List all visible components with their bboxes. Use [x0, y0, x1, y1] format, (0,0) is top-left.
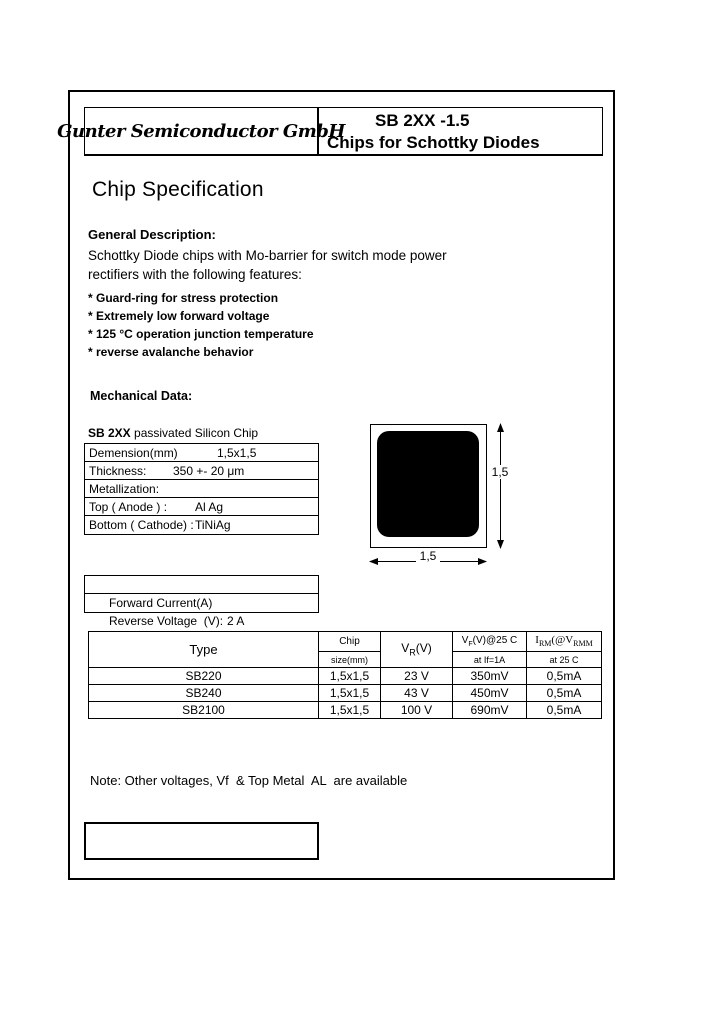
chip-description-line	[88, 426, 258, 440]
row-value: TiNiAg	[195, 518, 231, 532]
cell-type: SB2100	[89, 702, 319, 719]
cell-type: SB220	[89, 668, 319, 685]
table-row	[85, 462, 318, 480]
width-dimension-label: 1,5	[416, 549, 440, 563]
row-value: 350 +- 20 μm	[173, 464, 245, 478]
description-line-2: rectifiers with the following features:	[88, 267, 302, 282]
height-dimension-arrow	[494, 423, 507, 549]
chip-series-name: SB 2XX	[88, 426, 131, 440]
vf-condition: (V)@25 C	[472, 635, 518, 646]
column-header-vf	[453, 632, 527, 652]
chip-die-shape	[377, 431, 479, 537]
height-dimension-label: 1,5	[489, 465, 511, 479]
general-description-heading: General Description:	[88, 227, 216, 242]
cell-chip-size: 1,5x1,5	[319, 685, 381, 702]
subheader-irm-condition: at 25 C	[527, 652, 602, 668]
datasheet-page-frame	[57, 90, 615, 880]
cell-irm: 0,5mA	[527, 668, 602, 685]
mechanical-data-table	[84, 443, 319, 535]
chip-series-desc: passivated Silicon Chip	[130, 426, 259, 440]
column-header-vr	[381, 632, 453, 668]
empty-stamp-box	[84, 822, 319, 860]
cell-vr: 100 V	[381, 702, 453, 719]
cell-type: SB240	[89, 685, 319, 702]
row-label: Metallization:	[89, 482, 160, 496]
subheader-chip-size: size(mm)	[319, 652, 381, 668]
cell-vf: 690mV	[453, 702, 527, 719]
ratings-table	[84, 575, 319, 628]
row-value: 1,5x1,5	[217, 446, 257, 460]
type-selection-table	[88, 631, 602, 719]
row-label: Demension(mm)	[89, 446, 178, 460]
description-line-1: Schottky Diode chips with Mo-barrier for switch mode power	[88, 248, 447, 263]
availability-note: Note: Other voltages, Vf & Top Metal AL are available	[90, 773, 408, 788]
row-label: Bottom ( Cathode) :	[89, 518, 194, 532]
feature-item: * 125 °C operation junction temperature	[88, 327, 314, 341]
irm-subscript: RM	[538, 639, 552, 649]
table-row	[89, 702, 602, 719]
subheader-vf-condition: at If=1A	[453, 652, 527, 668]
column-header-chip: Chip	[319, 632, 381, 652]
document-subtitle: Chips for Schottky Diodes	[327, 133, 540, 152]
page-title: Chip Specification	[92, 178, 264, 201]
table-header-row	[89, 632, 602, 652]
irm-condition: (@V	[551, 634, 574, 647]
row-label: Thickness:	[89, 464, 147, 478]
mechanical-data-heading: Mechanical Data:	[90, 389, 193, 403]
irm-subscript-2: RMM	[573, 639, 593, 649]
feature-item: * reverse avalanche behavior	[88, 345, 254, 359]
row-value: Al Ag	[195, 500, 224, 514]
cell-vr: 23 V	[381, 668, 453, 685]
vf-symbol: V	[461, 635, 469, 646]
general-description-body	[88, 246, 447, 284]
vr-subscript: R	[409, 647, 416, 658]
cell-chip-size: 1,5x1,5	[319, 668, 381, 685]
company-logo-box	[57, 107, 345, 156]
feature-item: * Guard-ring for stress protection	[88, 291, 279, 305]
part-number-title: SB 2XX -1.5	[375, 111, 470, 130]
row-value: 2 A	[227, 614, 245, 628]
table-row	[89, 668, 602, 685]
cell-irm: 0,5mA	[527, 685, 602, 702]
document-title-box	[318, 107, 603, 156]
cell-vr: 43 V	[381, 685, 453, 702]
vr-unit: (V)	[415, 641, 432, 656]
cell-irm: 0,5mA	[527, 702, 602, 719]
table-row	[85, 516, 318, 534]
row-label: Forward Current(A)	[109, 596, 213, 610]
feature-item: * Extremely low forward voltage	[88, 309, 270, 323]
column-header-irm	[527, 632, 602, 652]
irm-symbol: I	[535, 634, 539, 647]
table-row	[85, 480, 318, 498]
cell-chip-size: 1,5x1,5	[319, 702, 381, 719]
vf-subscript: F	[468, 641, 473, 648]
company-name: Gunter Semiconductor GmbH	[57, 120, 345, 142]
cell-vf: 350mV	[453, 668, 527, 685]
feature-list	[88, 289, 314, 361]
chip-outline-drawing	[370, 424, 487, 548]
table-row	[85, 444, 318, 462]
column-header-type: Type	[89, 632, 319, 668]
cell-vf: 450mV	[453, 685, 527, 702]
table-row	[89, 685, 602, 702]
row-label: Reverse Voltage (V):	[109, 614, 224, 628]
vr-symbol: V	[401, 641, 410, 656]
row-label: Top ( Anode ) :	[89, 500, 168, 514]
table-row	[85, 498, 318, 516]
